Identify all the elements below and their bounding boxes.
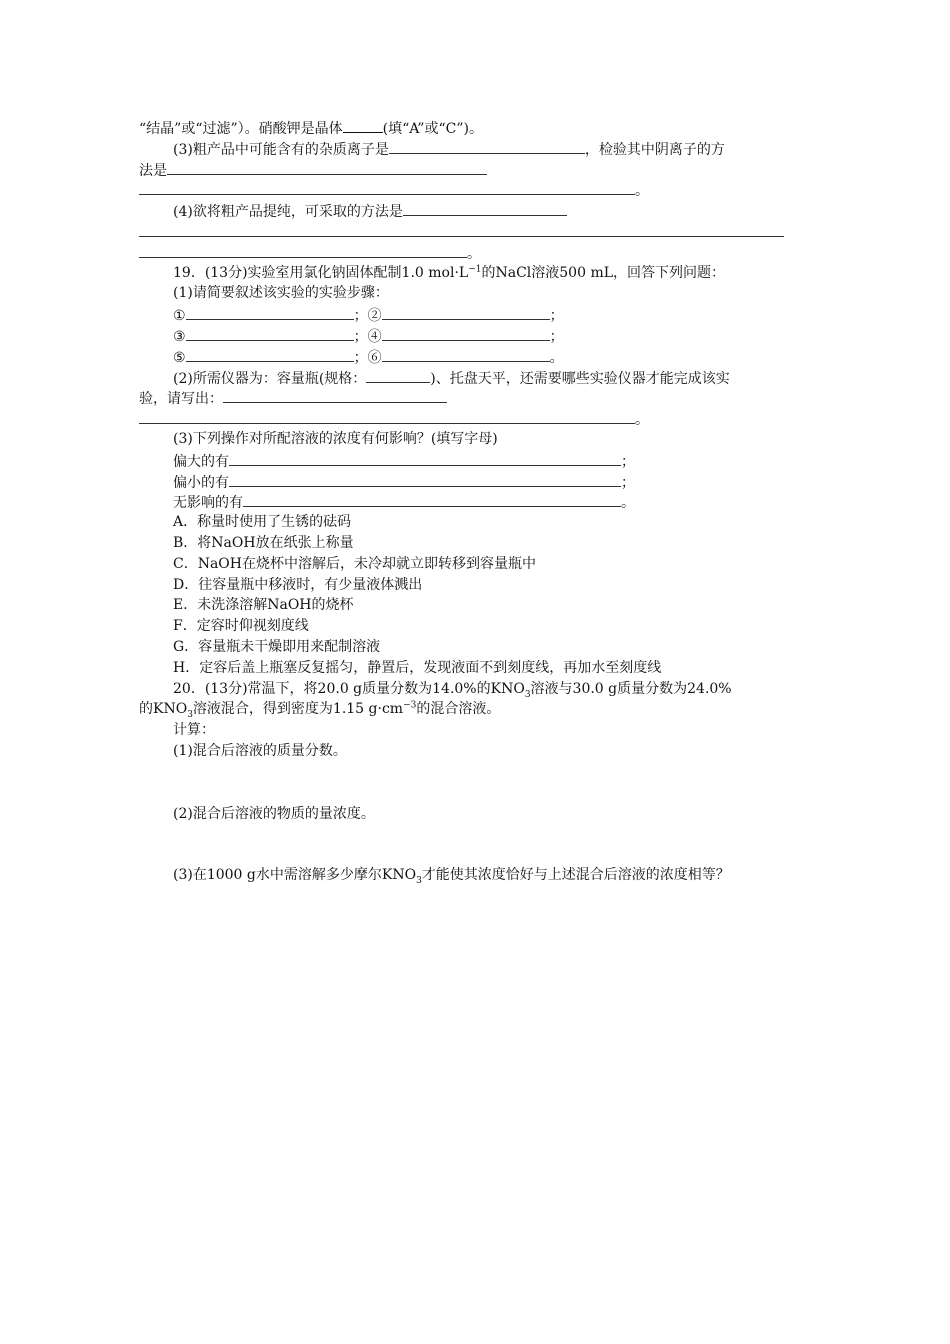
q19-part-2-text-3: 验，请写出： bbox=[139, 391, 223, 408]
step-marker: ② bbox=[367, 308, 382, 325]
q18-part-3-blank-line bbox=[139, 179, 784, 200]
q20-part-2: (2)混合后溶液的物质的量浓度。 bbox=[173, 805, 375, 822]
separator: ； bbox=[353, 328, 368, 345]
q19-answer-larger bbox=[139, 450, 784, 471]
answer-blank[interactable] bbox=[382, 325, 550, 341]
q19-answer-none bbox=[139, 491, 784, 512]
answer-blank[interactable] bbox=[186, 304, 354, 320]
answer-blank[interactable] bbox=[186, 325, 354, 341]
q18-part-3-text: (3)粗产品中可能含有的杂质离子是 bbox=[173, 141, 389, 158]
q19-steps-row-1 bbox=[139, 304, 784, 325]
q19-part-3-text: (3)下列操作对所配溶液的浓度有何影响？(填写字母) bbox=[173, 430, 498, 447]
answer-blank[interactable] bbox=[223, 387, 447, 403]
answer-blank[interactable] bbox=[229, 450, 621, 466]
q18-part-4-text: (4)欲将粗产品提纯，可采取的方法是 bbox=[173, 204, 403, 221]
answer-label: 无影响的有 bbox=[173, 495, 243, 512]
q20-stem-text-4: 溶液混合，得到密度为1.15 g·cm bbox=[192, 701, 404, 718]
answer-space[interactable] bbox=[139, 762, 784, 804]
q19-part-3 bbox=[139, 429, 784, 450]
q19-part-1 bbox=[139, 283, 784, 304]
q19-option: E．未洗涤溶解NaOH的烧杯 bbox=[173, 597, 354, 614]
step-marker: ⑥ bbox=[367, 349, 382, 366]
q19-part-2-blank-line bbox=[139, 408, 784, 429]
answer-space[interactable] bbox=[139, 825, 784, 865]
answer-blank[interactable] bbox=[389, 138, 585, 154]
separator: ； bbox=[549, 328, 564, 345]
q18-text: (填“A”或“C”)。 bbox=[382, 121, 483, 137]
separator: ； bbox=[621, 474, 635, 491]
period: 。 bbox=[635, 183, 649, 200]
period: 。 bbox=[549, 349, 564, 366]
answer-blank[interactable] bbox=[243, 491, 621, 507]
q19-part-2-text-2: )、托盘天平，还需要哪些实验仪器才能完成该实 bbox=[430, 370, 730, 387]
q18-line-1 bbox=[139, 117, 784, 138]
period: 。 bbox=[621, 495, 635, 512]
q18-part-4-blank-line-2 bbox=[139, 242, 784, 263]
document-page bbox=[139, 117, 784, 885]
step-marker: ⑤ bbox=[173, 349, 186, 366]
q19-part-2-text: (2)所需仪器为：容量瓶(规格： bbox=[173, 370, 367, 387]
answer-blank[interactable] bbox=[343, 117, 383, 133]
q18-part-3 bbox=[139, 138, 784, 159]
q20-stem bbox=[139, 679, 784, 700]
subscript: 3 bbox=[187, 710, 193, 721]
answer-blank[interactable] bbox=[139, 242, 467, 258]
step-marker: ④ bbox=[367, 328, 382, 345]
q20-stem-text-3: 的KNO bbox=[139, 701, 188, 718]
period: 。 bbox=[635, 412, 649, 429]
separator: ； bbox=[353, 308, 368, 325]
separator: ； bbox=[549, 308, 564, 325]
answer-blank[interactable] bbox=[382, 346, 550, 362]
q18-part-3-cont bbox=[139, 159, 784, 180]
q19-option: B．将NaOH放在纸张上称量 bbox=[173, 534, 354, 551]
subscript: 3 bbox=[524, 689, 531, 700]
q20-stem-cont bbox=[139, 699, 784, 720]
separator: ； bbox=[621, 453, 635, 470]
q19-steps-row-3 bbox=[139, 346, 784, 367]
q20-part-1: (1)混合后溶液的质量分数。 bbox=[173, 742, 347, 759]
q18-part-3-text-2: ，检验其中阴离子的方 bbox=[584, 141, 725, 158]
step-marker: ① bbox=[173, 308, 186, 325]
step-marker: ③ bbox=[173, 328, 186, 345]
q18-part-4-blank-line bbox=[139, 221, 784, 242]
q20-part-3-text: (3)在1000 g水中需溶解多少摩尔KNO bbox=[173, 866, 417, 883]
q20-stem-text: 20．(13分)常温下，将20.0 g质量分数为14.0%的KNO bbox=[173, 680, 525, 697]
q19-option: D．往容量瓶中移液时，有少量液体溅出 bbox=[173, 576, 423, 593]
q20-part-3-text-2: 才能使其浓度恰好与上述混合后溶液的浓度相等？ bbox=[421, 866, 730, 883]
q19-answer-smaller bbox=[139, 471, 784, 492]
q20-stem-text-2: 溶液与30.0 g质量分数为24.0% bbox=[530, 680, 732, 697]
answer-blank[interactable] bbox=[139, 221, 784, 237]
answer-blank[interactable] bbox=[139, 179, 635, 195]
answer-blank[interactable] bbox=[186, 346, 354, 362]
q19-option: A．称量时使用了生锈的砝码 bbox=[173, 514, 352, 531]
answer-label: 偏小的有 bbox=[173, 474, 229, 491]
q19-part-1-text: (1)请简要叙述该实验的实验步骤： bbox=[173, 285, 389, 302]
q19-option: G．容量瓶未干燥即用来配制溶液 bbox=[173, 638, 381, 655]
q18-part-3-text-3: 法是 bbox=[139, 162, 167, 179]
q19-option: F．定容时仰视刻度线 bbox=[173, 618, 309, 635]
q19-option: C．NaOH在烧杯中溶解后，未冷却就立即转移到容量瓶中 bbox=[173, 555, 536, 572]
separator: ； bbox=[353, 349, 368, 366]
answer-blank[interactable] bbox=[167, 159, 487, 175]
q19-part-2-cont bbox=[139, 387, 784, 408]
superscript: −3 bbox=[403, 700, 417, 711]
superscript: −1 bbox=[468, 263, 482, 274]
q20-stem-text-5: 的混合溶液。 bbox=[416, 701, 501, 718]
period: 。 bbox=[467, 245, 481, 262]
q20-calc-label: 计算： bbox=[173, 722, 215, 739]
answer-blank[interactable] bbox=[403, 200, 567, 216]
answer-blank[interactable] bbox=[382, 304, 550, 320]
q19-stem-text-2: 的NaCl溶液500 mL，回答下列问题： bbox=[481, 264, 726, 281]
q19-part-2 bbox=[139, 367, 784, 388]
answer-blank[interactable] bbox=[229, 471, 621, 487]
answer-blank[interactable] bbox=[366, 367, 430, 383]
q19-stem bbox=[139, 263, 784, 284]
answer-label: 偏大的有 bbox=[173, 453, 229, 470]
answer-blank[interactable] bbox=[139, 408, 635, 424]
q18-part-4 bbox=[139, 200, 784, 221]
q18-text: “结晶”或“过滤”）。硝酸钾是晶体 bbox=[139, 121, 343, 137]
q19-stem-text: 19．(13分)实验室用氯化钠固体配制1.0 mol·L bbox=[173, 264, 469, 281]
q19-option: H．定容后盖上瓶塞反复摇匀，静置后，发现液面不到刻度线，再加水至刻度线 bbox=[173, 659, 662, 676]
q20-part-3 bbox=[139, 865, 784, 886]
subscript: 3 bbox=[416, 875, 422, 886]
q19-steps-row-2 bbox=[139, 325, 784, 346]
